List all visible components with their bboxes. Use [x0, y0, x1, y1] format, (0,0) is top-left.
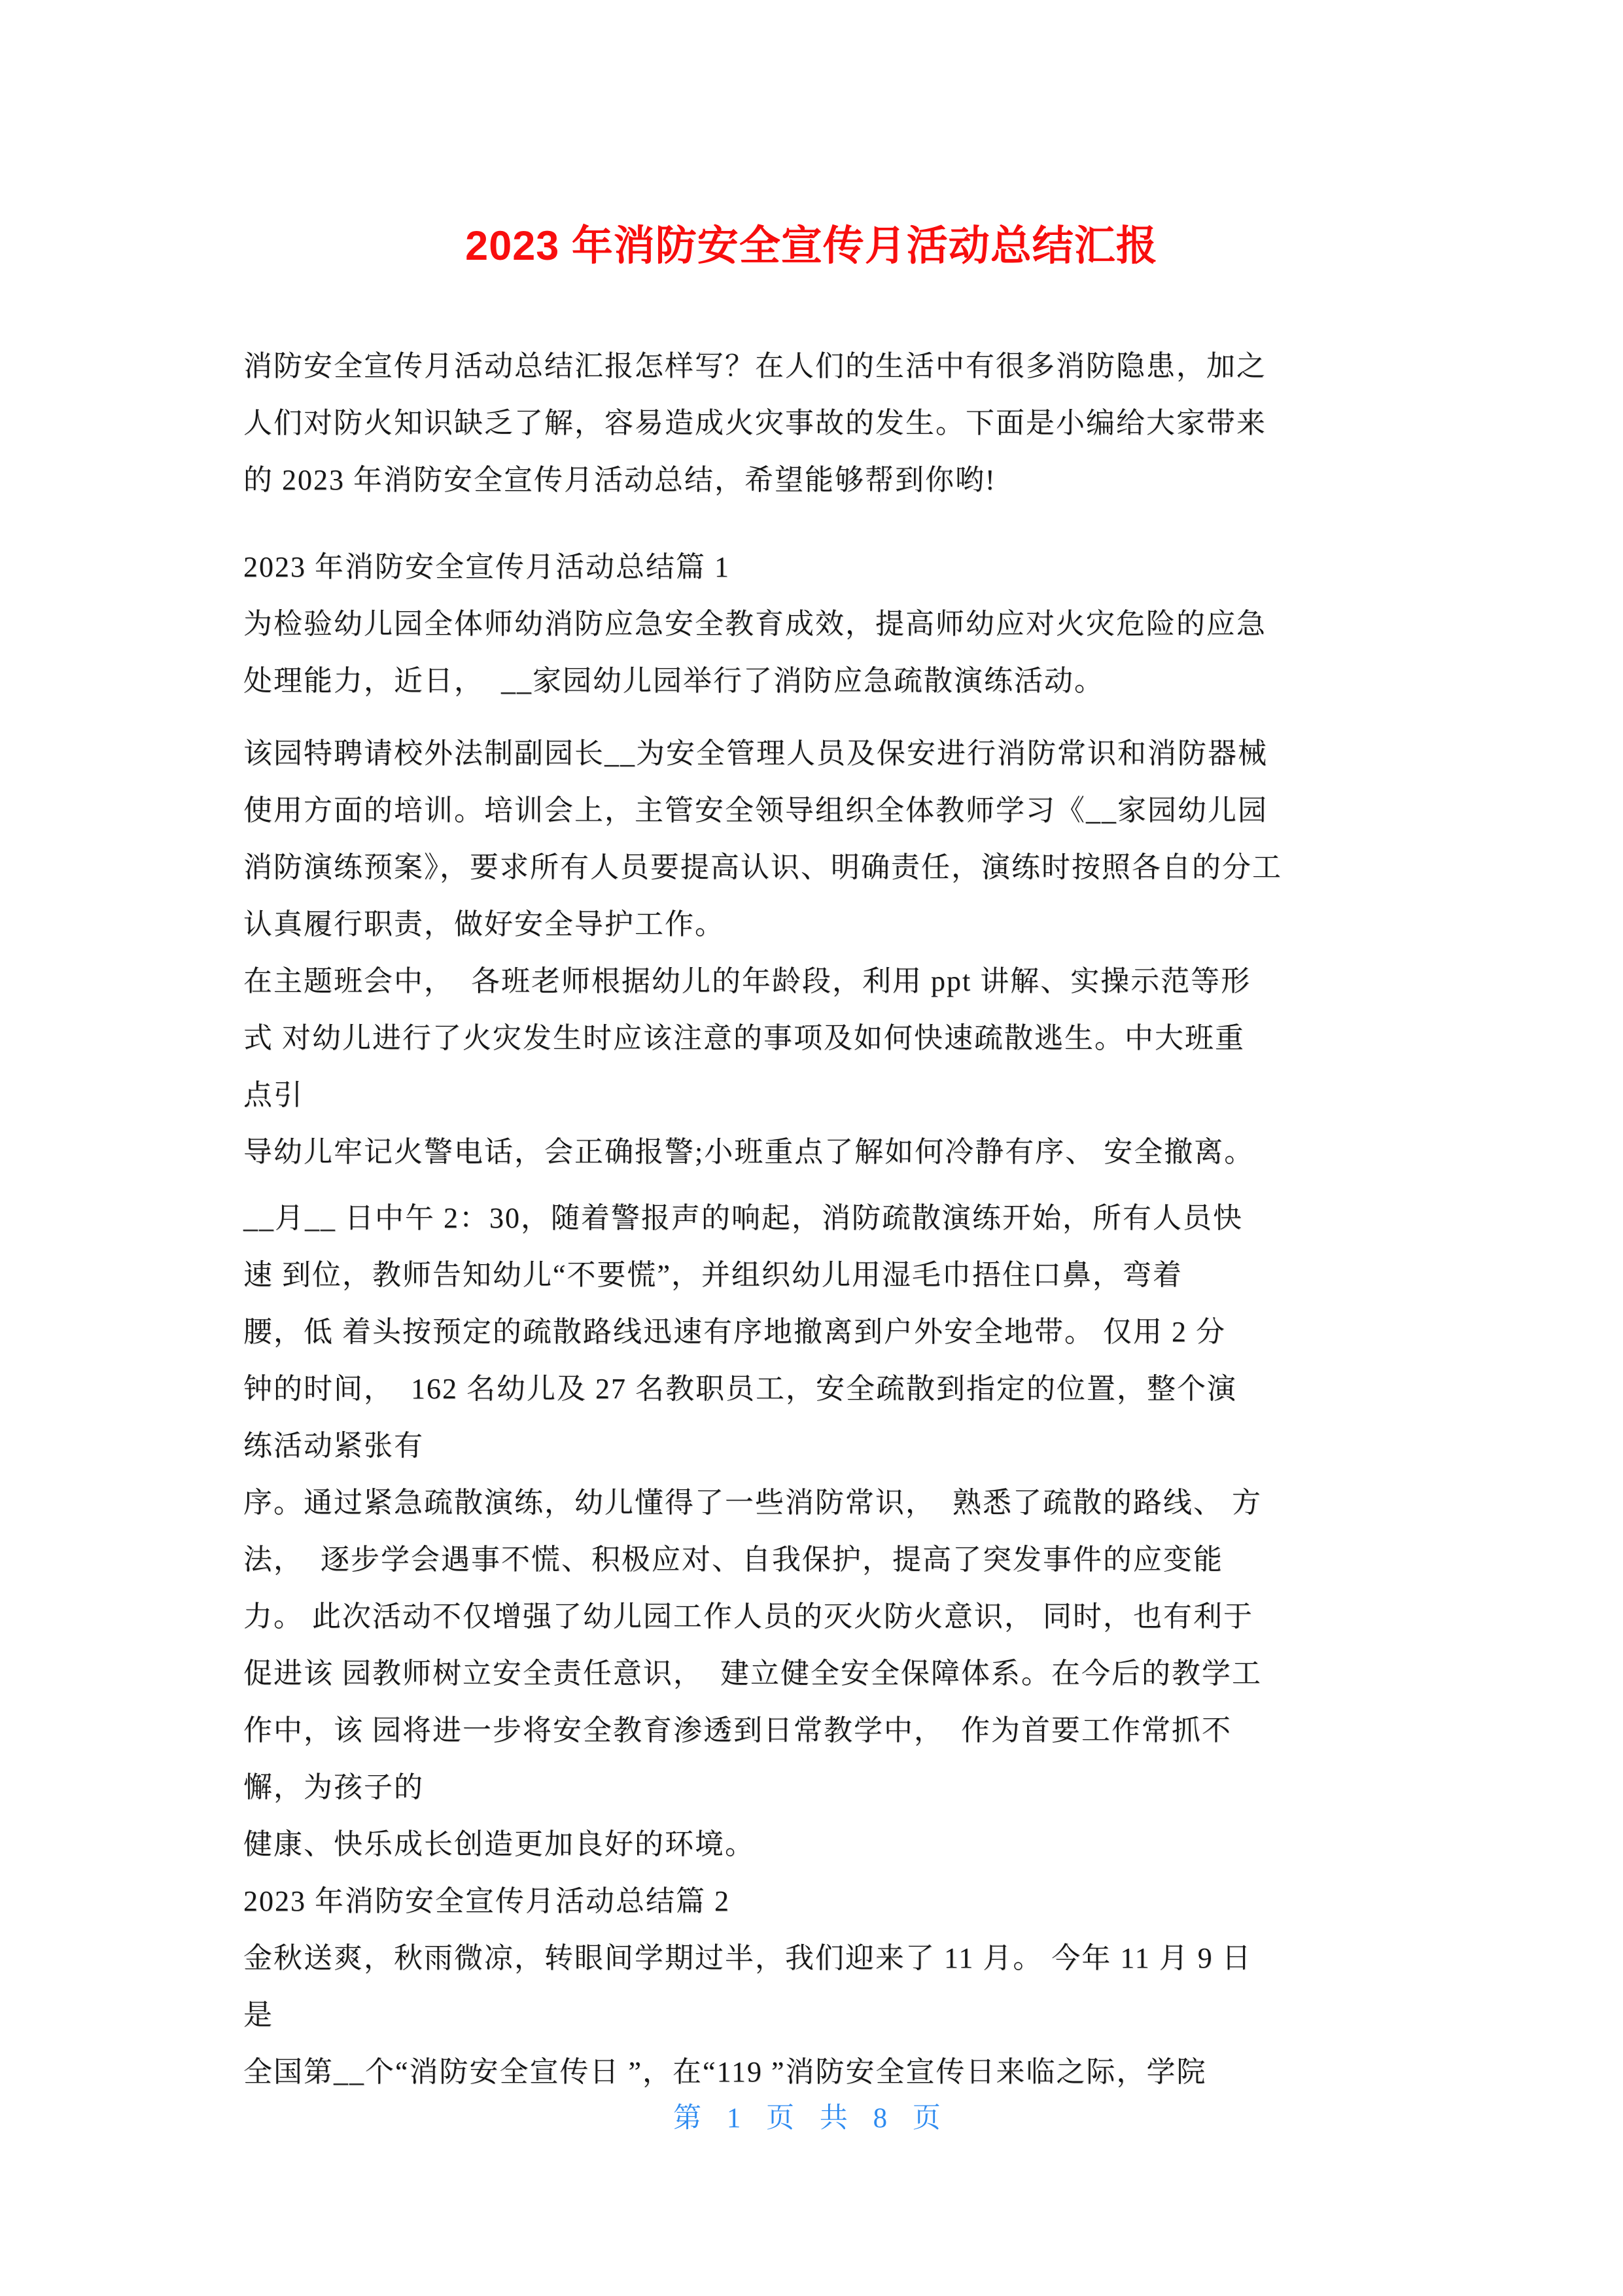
- text-line: 全国第__个“消防安全宣传日 ”，在“119 ”消防安全宣传日来临之际，学院: [243, 2056, 1207, 2088]
- text-line: 导幼儿牢记火警电话，会正确报警;小班重点了解如何冷静有序、 安全撤离。: [243, 1136, 1255, 1168]
- text-line: 式 对幼儿进行了火灾发生时应该注意的事项及如何快速疏散逃生。中大班重: [243, 1022, 1245, 1054]
- text-line: 序。通过紧急疏散演练，幼儿懂得了一些消防常识， 熟悉了疏散的路线、 方: [243, 1487, 1262, 1519]
- text-line: 为检验幼儿园全体师幼消防应急安全教育成效，提高师幼应对火灾危险的应急: [243, 608, 1266, 640]
- text-line: 认真履行职责，做好安全导护工作。: [243, 908, 725, 940]
- paragraph: [243, 595, 1387, 709]
- text-line: 法， 逐步学会遇事不慌、积极应对、自我保护，提高了突发事件的应变能: [243, 1544, 1223, 1576]
- text-line: 练活动紧张有: [243, 1430, 424, 1462]
- section-heading: [243, 539, 1387, 595]
- paragraph: [243, 953, 1387, 1180]
- text-line: 使用方面的培训。培训会上，主管安全领导组织全体教师学习《__家园幼儿园: [243, 794, 1268, 826]
- text-line: __月__ 日中午 2：30，随着警报声的响起，消防疏散演练开始，所有人员快: [243, 1202, 1243, 1234]
- text-line: 促进该 园教师树立安全责任意识， 建立健全安全保障体系。在今后的教学工: [243, 1657, 1262, 1689]
- text-line: 懈，为孩子的: [243, 1771, 424, 1803]
- page-footer: 第 1 页 共 8 页: [673, 2103, 950, 2134]
- paragraph: [243, 338, 1387, 508]
- text-line: 2023 年消防安全宣传月活动总结篇 2: [243, 1885, 730, 1917]
- section-heading: [243, 1873, 1387, 1930]
- paragraph: [243, 1190, 1387, 1873]
- text-line: 是: [243, 1999, 273, 2031]
- paragraph: [243, 725, 1387, 953]
- document-body: [0, 276, 1623, 2100]
- text-line: 作中，该 园将进一步将安全教育渗透到日常教学中， 作为首要工作常抓不: [243, 1714, 1232, 1746]
- text-line: 钟的时间， 162 名幼儿及 27 名教职员工，安全疏散到指定的位置，整个演: [243, 1373, 1237, 1405]
- paragraph: [243, 1930, 1387, 2100]
- text-line: 健康、快乐成长创造更加良好的环境。: [243, 1828, 755, 1860]
- page-title: 2023 年消防安全宣传月活动总结汇报: [465, 223, 1158, 269]
- text-line: 该园特聘请校外法制副园长__为安全管理人员及保安进行消防常识和消防器械: [243, 737, 1268, 769]
- text-line: 在主题班会中， 各班老师根据幼儿的年龄段，利用 ppt 讲解、实操示范等形: [243, 965, 1251, 997]
- text-line: 点引: [243, 1079, 304, 1111]
- text-line: 2023 年消防安全宣传月活动总结篇 1: [243, 551, 730, 583]
- text-line: 消防安全宣传月活动总结汇报怎样写？在人们的生活中有很多消防隐患，加之: [243, 350, 1266, 382]
- text-line: 的 2023 年消防安全宣传月活动总结，希望能够帮到你哟!: [243, 464, 996, 496]
- text-line: 人们对防火知识缺乏了解，容易造成火灾事故的发生。下面是小编给大家带来: [243, 407, 1266, 439]
- text-line: 腰，低 着头按预定的疏散路线迅速有序地撤离到户外安全地带。 仅用 2 分: [243, 1316, 1226, 1348]
- text-line: 力。 此次活动不仅增强了幼儿园工作人员的灭火防火意识， 同时，也有利于: [243, 1600, 1253, 1633]
- text-line: 速 到位，教师告知幼儿“不要慌”，并组织幼儿用湿毛巾捂住口鼻，弯着: [243, 1259, 1183, 1291]
- text-line: 消防演练预案》，要求所有人员要提高认识、明确责任，演练时按照各自的分工: [243, 851, 1282, 883]
- text-line: 处理能力，近日， __家园幼儿园举行了消防应急疏散演练活动。: [243, 665, 1104, 697]
- text-line: 金秋送爽，秋雨微凉，转眼间学期过半，我们迎来了 11 月。 今年 11 月 9 日: [243, 1942, 1252, 1974]
